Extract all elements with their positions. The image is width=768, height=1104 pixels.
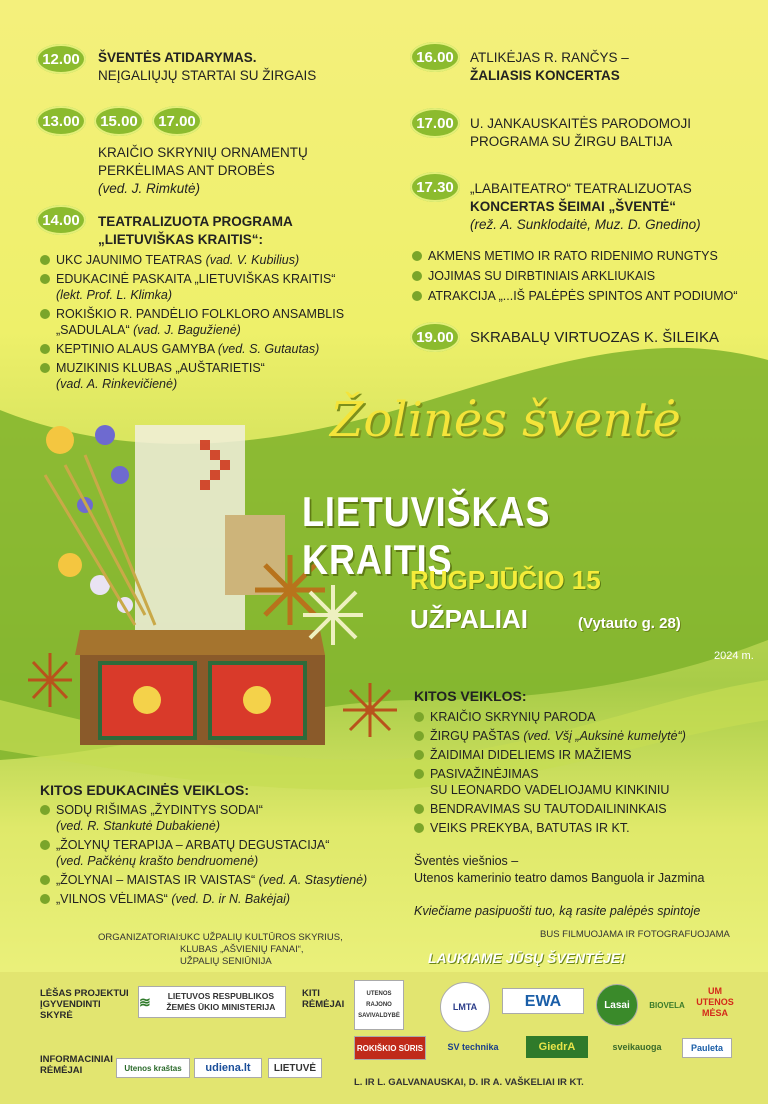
list-item-host: (ved. Pačkėnų krašto bendruomenė)	[56, 854, 259, 868]
welcome-slogan: LAUKIAME JŪSŲ ŠVENTĖJE!	[428, 950, 625, 966]
event-line: ATLIKĖJAS R. RANČYS –	[470, 50, 629, 65]
event-subtitle: NEĮGALIŲJŲ STARTAI SU ŽIRGAIS	[98, 68, 317, 83]
sponsors-footer	[0, 972, 768, 1104]
organizers-label: ORGANIZATORIAI:	[98, 932, 182, 943]
right-activity-list	[412, 248, 762, 304]
list-item: „ŽOLYNAI – MAISTAS IR VAISTAS“ (ved. A. Stasytienė)	[40, 872, 400, 888]
list-item: ŽAIDIMAI DIDELIEMS IR MAŽIEMS	[414, 747, 754, 763]
list-item: PASIVAŽINĖJIMAS	[414, 766, 754, 782]
list-item: „ŽOLYNŲ TERAPIJA – ARBATŲ DEGUSTACIJA“	[40, 837, 400, 853]
sponsor-logo: EWA	[502, 988, 584, 1014]
sponsor-logo: GiedrA	[526, 1036, 588, 1058]
event-line: KONCERTAS ŠEIMAI „ŠVENTĖ“	[470, 199, 677, 214]
filming-note: BUS FILMUOJAMA IR FOTOGRAFUOJAMA	[540, 929, 730, 940]
list-item: SODŲ RIŠIMAS „ŽYDINTYS SODAI“	[40, 802, 400, 818]
event-host: (ved. J. Rimkutė)	[98, 181, 201, 196]
event-concert	[470, 49, 629, 85]
event-line: PERKĖLIMAS ANT DROBĖS	[98, 163, 275, 178]
list-item-line2: SU LEONARDO VADELIOJAMU KINKINIU	[430, 783, 670, 797]
event-horse-program	[470, 115, 691, 151]
organizers-list	[180, 932, 343, 968]
event-title: „LIETUVIŠKAS KRAITIS“:	[98, 232, 264, 247]
sponsor-logo: LMTA	[440, 982, 490, 1032]
list-item-line2: „SADULALA“ (vad. J. Bagužienė)	[56, 323, 241, 337]
ornament-star-icon	[298, 580, 368, 650]
ministry-logo: ≋ LIETUVOS RESPUBLIKOS ŽEMĖS ŪKIO MINISTERIJA	[138, 986, 286, 1018]
info-sponsor-logo: Utenos kraštas	[116, 1058, 190, 1078]
time-badge: 12.00	[36, 44, 86, 74]
sponsor-logo: SV technika	[447, 1041, 499, 1052]
sponsor-logo: BIOVELA	[649, 1000, 685, 1010]
festival-script-title: Žolinės šventė	[330, 392, 681, 448]
time-badge: 19.00	[410, 322, 460, 352]
time-badge: 17.30	[410, 172, 460, 202]
time-badge: 14.00	[36, 205, 86, 235]
list-item: MUZIKINIS KLUBAS „AUŠTARIETIS“	[40, 360, 370, 376]
event-theatre-program	[98, 213, 293, 249]
organizer-line: UŽPALIŲ SENIŪNIJA	[180, 956, 272, 967]
guests-note	[414, 853, 704, 887]
other-activities-list	[414, 709, 754, 836]
time-badge: 15.00	[94, 106, 144, 136]
funded-by-label: LĖŠAS PROJEKTUI ĮGYVENDINTI SKYRĖ	[40, 988, 129, 1021]
sponsors-label: KITI RĖMĖJAI	[302, 988, 345, 1010]
list-item: EDUKACINĖ PASKAITA „LIETUVIŠKAS KRAITIS“	[40, 271, 370, 287]
organizer-line: UKC UŽPALIŲ KULTŪROS SKYRIUS,	[180, 932, 343, 943]
event-line: ŽALIASIS KONCERTAS	[470, 68, 620, 83]
program-list	[40, 252, 370, 392]
event-title: TEATRALIZUOTA PROGRAMA	[98, 214, 293, 229]
list-item-host: (vad. A. Rinkevičienė)	[56, 377, 178, 391]
time-badge: 13.00	[36, 106, 86, 136]
list-item: KRAIČIO SKRYNIŲ PARODA	[414, 709, 754, 725]
event-line: KRAIČIO SKRYNIŲ ORNAMENTŲ	[98, 145, 308, 160]
info-sponsors-label: INFORMACINIAI RĖMĖJAI	[40, 1054, 113, 1076]
private-sponsors: L. IR L. GALVANAUSKAI, D. IR A. VAŠKELIAI IR KT.	[354, 1077, 584, 1088]
list-item: AKMENS METIMO IR RATO RIDENIMO RUNGTYS	[412, 248, 762, 264]
list-item: UKC JAUNIMO TEATRAS (vad. V. Kubilius)	[40, 252, 370, 268]
event-family-concert	[470, 180, 701, 234]
list-item: KEPTINIO ALAUS GAMYBA (ved. S. Gutautas)	[40, 341, 370, 357]
list-item-host: (ved. R. Stankutė Dubakienė)	[56, 819, 220, 833]
event-line: U. JANKAUSKAITĖS PARODOMOJI	[470, 116, 692, 131]
info-sponsor-logo: LIETUVĖ	[268, 1058, 322, 1078]
other-activities-heading: KITOS VEIKLOS:	[414, 688, 527, 704]
ministry-leaf-icon: ≋	[139, 993, 151, 1010]
list-item: JOJIMAS SU DIRBTINIAIS ARKLIUKAIS	[412, 268, 762, 284]
sponsor-logo: sveikauoga	[612, 1041, 662, 1052]
event-address: (Vytauto g. 28)	[578, 615, 681, 632]
list-item: ROKIŠKIO R. PANDĖLIO FOLKLORO ANSAMBLIS	[40, 306, 370, 322]
event-place: UŽPALIAI	[410, 604, 528, 634]
event-line: „LABAITEATRO“ TEATRALIZUOTAS	[470, 181, 692, 196]
time-badge: 17.00	[152, 106, 202, 136]
list-item: VEIKS PREKYBA, BATUTAS IR KT.	[414, 820, 754, 836]
list-item: ATRAKCIJA „...IŠ PALĖPĖS SPINTOS ANT PODIUMO“	[412, 288, 762, 304]
guests-line: Šventės viešnios –	[414, 854, 519, 868]
event-line: PROGRAMA SU ŽIRGU BALTIJA	[470, 134, 673, 149]
list-item: ŽIRGŲ PAŠTAS (ved. Všį „Auksinė kumelytė“)	[414, 728, 754, 744]
festival-main-title: LIETUVIŠKAS KRAITIS	[302, 488, 551, 583]
organizer-line: KLUBAS „AŠVIENIŲ FANAI“,	[180, 944, 304, 955]
sponsor-logo: Pauleta	[682, 1038, 732, 1058]
list-item: BENDRAVIMAS SU TAUTODAILININKAIS	[414, 801, 754, 817]
time-badge: 17.00	[410, 108, 460, 138]
ornament-sun-icon	[340, 680, 400, 740]
sponsor-logo: ROKIŠKIO SŪRIS	[354, 1036, 426, 1060]
edu-activities-heading: KITOS EDUKACINĖS VEIKLOS:	[40, 782, 249, 798]
event-date: RUGPJŪČIO 15	[410, 565, 601, 595]
event-year: 2024 m.	[714, 650, 754, 662]
edu-activities-list	[40, 802, 400, 907]
time-badge: 16.00	[410, 42, 460, 72]
guests-line: Utenos kamerinio teatro damos Banguola ir Jazmina	[414, 871, 705, 885]
sponsor-logo: UM UTENOS MĖSA	[696, 985, 734, 1018]
event-virtuoso: SKRABALŲ VIRTUOZAS K. ŠILEIKA	[470, 329, 719, 346]
sponsor-logo: UTENOS RAJONO SAVIVALDYBĖ	[354, 980, 404, 1030]
invite-note: Kviečiame pasipuošti tuo, ką rasite palėpės spintoje	[414, 904, 701, 918]
event-ornaments	[98, 144, 308, 198]
event-opening	[98, 49, 316, 85]
event-title: ŠVENTĖS ATIDARYMAS.	[98, 50, 257, 65]
list-item-host: (lekt. Prof. L. Klimka)	[56, 288, 172, 302]
ornament-left-icon	[25, 650, 75, 710]
event-host: (rež. A. Sunklodaitė, Muz. D. Gnedino)	[470, 217, 701, 232]
list-item: „VILNOS VĖLIMAS“ (ved. D. ir N. Bakėjai)	[40, 891, 400, 907]
sponsor-logo: Lasai	[596, 984, 638, 1026]
info-sponsor-logo: udiena.lt	[194, 1058, 262, 1078]
